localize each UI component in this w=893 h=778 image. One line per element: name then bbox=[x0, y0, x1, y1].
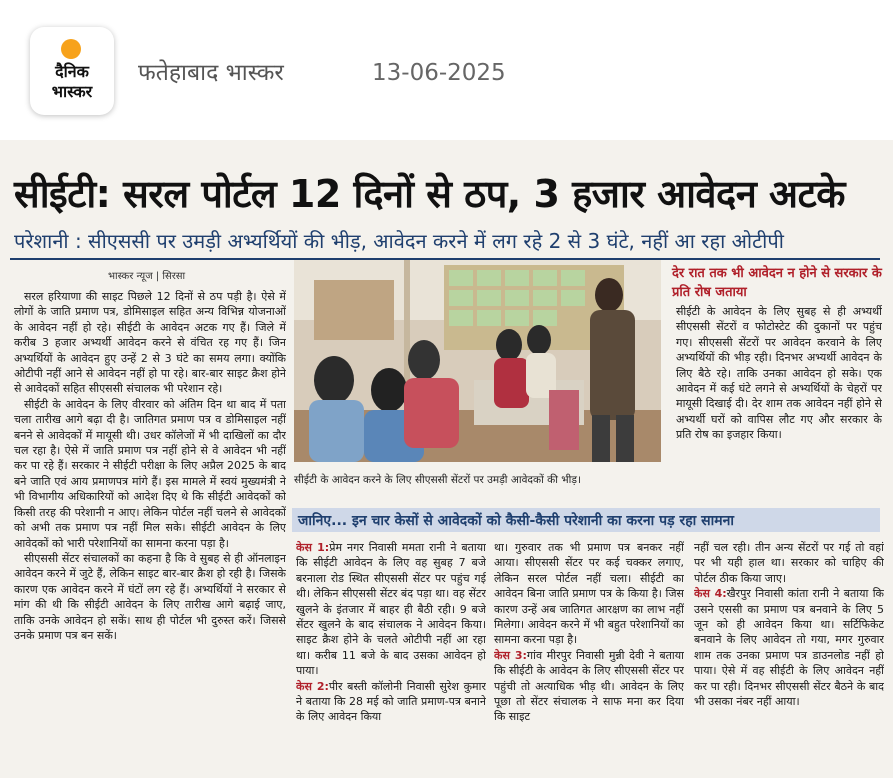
case-paragraph bbox=[694, 540, 884, 586]
case-text: प्रेम नगर निवासी ममता रानी ने बताया कि सीईटी आवेदन के लिए वह सुबह 7 बजे बरनाला रोड स्थित सीएससी सेंटर पर पहुंच गई थी। लेकिन सीएससी सेंटर बंद पड़ा था। वह सेंटर खुलने के इंतजार में बाहर ही बैठी रही। 9 बजे सेंटर खुलने के बाद संचालक ने आवेदन किया। साइट क्रैश होने के चलते ओटीपी नहीं आ रहा था। करीब 11 बजे के बाद उसका आवेदन हो पाया। bbox=[296, 541, 486, 678]
case-paragraph bbox=[694, 586, 884, 709]
case-text: नहीं चल रही। तीन अन्य सेंटरों पर गई तो वहां पर भी यही हाल था। सरकार को चाहिए की पोर्टल ठीक किया जाए। bbox=[694, 541, 884, 585]
case-text: खैरपुर निवासी कांता रानी ने बताया कि उसने एससी का प्रमाण पत्र बनवाने के लिए 5 जून को ही आवेदन किया था। सर्टिफिकेट बनवाने के लिए आवेदन तो गया, मगर गुरुवार शाम तक उनका प्रमाण पत्र डाउनलोड नहीं हो पाया। ऐसे में वह सीईटी के लिए आवेदन नहीं कर पा रही। दिनभर सीएससी सेंटर बैठने के बाद भी उसका नंबर नहीं आया। bbox=[694, 587, 884, 709]
crowd-photo-illustration bbox=[294, 260, 661, 462]
photo-caption: सीईटी के आवेदन करने के लिए सीएससी सेंटरों पर उमड़ी आवेदकों की भीड़। bbox=[294, 474, 581, 486]
case-paragraph bbox=[494, 540, 684, 648]
case-paragraph bbox=[296, 540, 486, 679]
edition-date: 13-06-2025 bbox=[372, 60, 506, 86]
case-paragraph bbox=[494, 648, 684, 725]
cases-banner-title: जानिए... इन चार केसों से आवेदकों को कैसी-कैसी परेशानी का करना पड़ रहा सामना bbox=[298, 513, 734, 529]
sidebar-text: सीईटी के आवेदन के लिए सुबह से ही अभ्यर्थी सीएससी सेंटरों व फोटोस्टेट की दुकानों पर पहुंच गए। सीएससी सेंटरों पर आवेदन करवाने के लिए अभ्यर्थियों की भीड़ रही। दिनभर अभ्यर्थी आवेदन के लिए बैठे रहे। ताकि उनका आवेदन हो सके। एक आवेदन में कई घंटे लगने से अभ्यर्थियों के चेहरों पर मायूसी दिखाई दी। देर शाम तक आवेदन नहीं होने से अभ्यर्थी घरों को वापिस लौट गए और सरकार के प्रति रोष का इजहार किया। bbox=[676, 305, 882, 442]
subheadline: परेशानी : सीएससी पर उमड़ी अभ्यर्थियों की भीड़, आवेदन करने में लग रहे 2 से 3 घंटे, नहीं आ रहा ओटीपी bbox=[14, 229, 784, 253]
byline: भास्कर न्यूज | सिरसा bbox=[108, 271, 186, 282]
case-label: केस 2: bbox=[296, 679, 329, 693]
case-label: केस 4: bbox=[694, 587, 727, 601]
cases-column-3 bbox=[694, 540, 884, 772]
case-text: था। गुरुवार तक भी प्रमाण पत्र बनकर नहीं आया। सीएससी सेंटर पर कई चक्कर लगाए, लेकिन सरल पोर्टल नहीं चला। सीईटी का आवेदन बिना जाति प्रमाण पत्र के किया है। जिस कारण उन्हें अब जातिगत आरक्षण का लाभ नहीं मिलेगा। आवेदन करने में भी बहुत परेशानियों का सामना करना पड़ा है। bbox=[494, 541, 684, 647]
article-paragraph: सीईटी के आवेदन के लिए वीरवार को अंतिम दिन था बाद में पता चला तारीख आगे बढ़ा दी है। जातिगत प्रमाण पत्र व डोमिसाइल नहीं बनने से आवेदकों में मायूसी थी। उधर कॉलेजों में भी दाखिलों का दौर चल रहा है। ऐसे में जाति प्रमाण पत्र नहीं होने से वे आवेदन भी नहीं कर पा रहे हैं। सरकार ने सीईटी परीक्षा के लिए अप्रैल 2025 के बाद बने जाति एवं आय प्रमाणपत्र मांगे हैं। इस मामले में स्वयं मुख्यमंत्री ने भी विभागीय अधिकारियों को आदेश दिए थे कि सीईटी आवेदकों को किसी तरह की परेशानी न आए। लेकिन पोर्टल नहीं चलने से आवेदकों को अभी तक प्रमाण पत्र नहीं मिल सके। सीईटी आवेदन के लिए आवेदकों को भारी परेशानियों का सामना करना पड़ा है। bbox=[14, 397, 286, 550]
dainik-bhaskar-logo[interactable] bbox=[30, 27, 114, 115]
case-text: पीर बस्ती कॉलोनी निवासी सुरेश कुमार ने बताया कि 28 मई को जाति प्रमाण-पत्र बनाने के लिए आवेदन किया bbox=[296, 679, 486, 724]
sidebar-body bbox=[676, 304, 882, 494]
article-column-main bbox=[14, 289, 286, 772]
cases-column-2 bbox=[494, 540, 684, 772]
news-photo bbox=[294, 260, 661, 462]
sun-icon bbox=[61, 39, 81, 59]
edition-name: फतेहाबाद भास्कर bbox=[138, 60, 284, 86]
page-header bbox=[0, 0, 893, 140]
case-text: गांव मीरपुर निवासी मुन्नी देवी ने बताया कि सीईटी के आवेदन के लिए सीएससी सेंटर पर पहुंची तो अत्याधिक भीड़ थी। आवेदन के लिए पूछा तो सेंटर संचालक ने साफ मना कर दिया कि साइट bbox=[494, 648, 684, 724]
case-label: केस 3: bbox=[494, 648, 527, 662]
cases-column-1 bbox=[296, 540, 486, 772]
case-label: केस 1: bbox=[296, 541, 330, 554]
logo-line2: भास्कर bbox=[51, 82, 93, 101]
article-paragraph: सीएससी सेंटर संचालकों का कहना है कि वे सुबह से ही ऑनलाइन आवेदन करने में जुटे हैं, लेकिन साइट बार-बार क्रैश हो रही है। जिसके कारण एक आवेदन करने में घंटों लग रहे हैं। अभ्यर्थियों ने सरकार से मांग की थी कि सीईटी आवेदन के लिए तारीख आगे बढ़ाई जाए, ताकि उनके आवेदन हो सकें। साथ ही पोर्टल भी दुरुस्त करें। जिससे उनके प्रमाण पत्र बन सकें। bbox=[14, 551, 286, 642]
sidebar-heading: देर रात तक भी आवेदन न होने से सरकार के प्रति रोष जताया bbox=[672, 266, 882, 300]
headline: सीईटी: सरल पोर्टल 12 दिनों से ठप, 3 हजार आवेदन अटके bbox=[14, 172, 845, 216]
logo-line1: दैनिक bbox=[55, 62, 89, 81]
article-paragraph: सरल हरियाणा की साइट पिछले 12 दिनों से ठप पड़ी है। ऐसे में लोगों के जाति प्रमाण पत्र, डोमिसाइल सहित अन्य विभिन्न योजनाओं के आवेदन नहीं हो रहे। सीईटी के आवेदन अटक गए हैं। जिले में करीब 3 हजार अभ्यर्थी आवेदन करने से वंचित रह गए हैं। जिन अभ्यर्थियों के आवेदन हुए उन्हें 2 से 3 घंटे का समय लगा। क्योंकि ओटीपी नहीं आने से आवेदन नहीं हो पा रहे। बार-बार साइट क्रैश होने से आवेदकों सहित सीएससी संचालक भी परेशान रहे। bbox=[14, 290, 286, 396]
case-paragraph bbox=[296, 679, 486, 725]
